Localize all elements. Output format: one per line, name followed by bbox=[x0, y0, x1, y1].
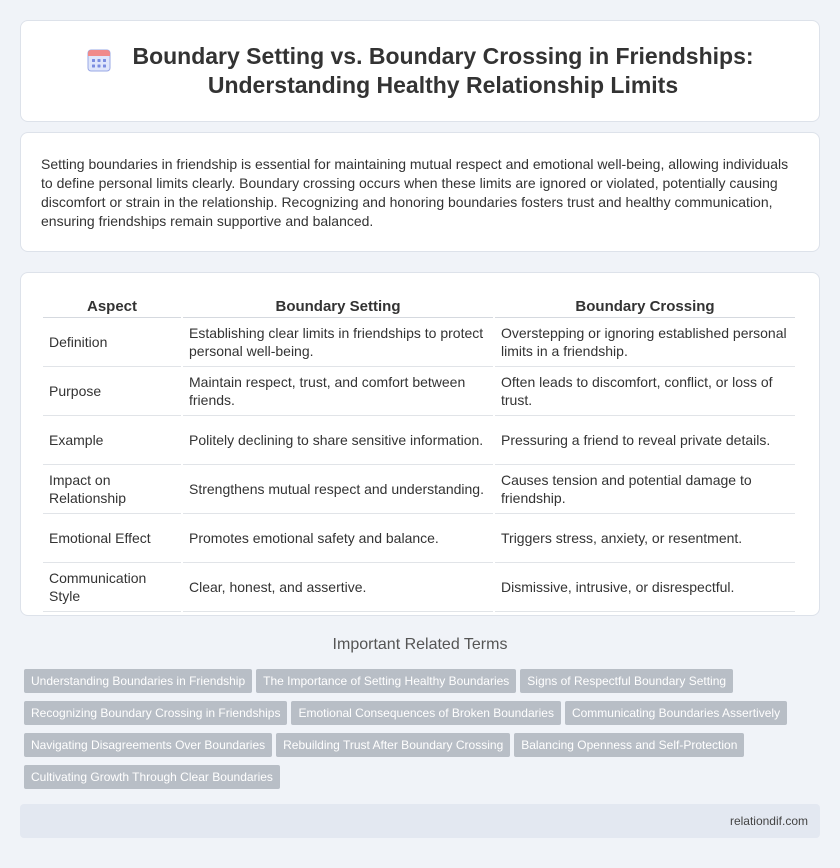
related-term-tag[interactable]: The Importance of Setting Healthy Boundaries bbox=[256, 669, 516, 693]
related-term-tag[interactable]: Navigating Disagreements Over Boundaries bbox=[24, 733, 272, 757]
table-cell: Example bbox=[43, 416, 181, 465]
table-row bbox=[43, 563, 795, 612]
title-line-2: Understanding Healthy Relationship Limits bbox=[207, 72, 679, 98]
title-line-1: Boundary Setting vs. Boundary Crossing in Friendships: bbox=[132, 43, 754, 69]
table-row bbox=[43, 318, 795, 367]
table-cell: Emotional Effect bbox=[43, 514, 181, 563]
related-term-tag[interactable]: Rebuilding Trust After Boundary Crossing bbox=[276, 733, 510, 757]
table-cell: Promotes emotional safety and balance. bbox=[183, 514, 493, 563]
table-cell: Definition bbox=[43, 318, 181, 367]
comparison-card bbox=[20, 272, 820, 616]
related-terms-title: Important Related Terms bbox=[332, 636, 508, 653]
intro-card bbox=[20, 132, 820, 252]
header-boundary-crossing: Boundary Crossing bbox=[495, 295, 795, 318]
table-row bbox=[43, 514, 795, 563]
table-cell: Often leads to discomfort, conflict, or loss of trust. bbox=[495, 367, 795, 416]
table-row bbox=[43, 367, 795, 416]
table-cell: Establishing clear limits in friendships to protect personal well-being. bbox=[183, 318, 493, 367]
table-cell: Maintain respect, trust, and comfort between friends. bbox=[183, 367, 493, 416]
table-cell: Strengthens mutual respect and understanding. bbox=[183, 465, 493, 514]
related-term-tag[interactable]: Balancing Openness and Self-Protection bbox=[514, 733, 744, 757]
related-term-tag[interactable]: Emotional Consequences of Broken Boundaries bbox=[291, 701, 561, 725]
table-cell: Overstepping or ignoring established personal limits in a friendship. bbox=[495, 318, 795, 367]
table-header-row bbox=[43, 295, 795, 318]
table-cell: Communication Style bbox=[43, 563, 181, 612]
intro-paragraph: Setting boundaries in friendship is essential for maintaining mutual respect and emotional well-being, allowing individuals to define personal limits clearly. Boundary crossing occurs when these limits are ignored or violated, potentially causing discomfort or strain in the relationship. Recognizing and honoring boundaries fosters trust and healthy communication, ensuring friendships remain supportive and balanced. bbox=[41, 156, 789, 229]
header-boundary-setting: Boundary Setting bbox=[183, 295, 493, 318]
calendar-icon bbox=[86, 47, 112, 73]
related-term-tag[interactable]: Communicating Boundaries Assertively bbox=[565, 701, 787, 725]
header-aspect: Aspect bbox=[43, 295, 181, 318]
table-cell: Politely declining to share sensitive information. bbox=[183, 416, 493, 465]
related-terms-tags bbox=[24, 669, 824, 797]
related-term-tag[interactable]: Understanding Boundaries in Friendship bbox=[24, 669, 252, 693]
table-cell: Impact on Relationship bbox=[43, 465, 181, 514]
related-term-tag[interactable]: Signs of Respectful Boundary Setting bbox=[520, 669, 733, 693]
related-term-tag[interactable]: Recognizing Boundary Crossing in Friendships bbox=[24, 701, 287, 725]
page-title bbox=[132, 42, 753, 100]
title-card bbox=[20, 20, 820, 122]
table-cell: Clear, honest, and assertive. bbox=[183, 563, 493, 612]
related-term-tag[interactable]: Cultivating Growth Through Clear Boundaries bbox=[24, 765, 280, 789]
table-row bbox=[43, 416, 795, 465]
table-cell: Purpose bbox=[43, 367, 181, 416]
footer-site-link[interactable]: relationdif.com bbox=[729, 814, 808, 828]
table-cell: Causes tension and potential damage to friendship. bbox=[495, 465, 795, 514]
table-cell: Dismissive, intrusive, or disrespectful. bbox=[495, 563, 795, 612]
table-cell: Triggers stress, anxiety, or resentment. bbox=[495, 514, 795, 563]
comparison-table bbox=[41, 295, 797, 612]
footer bbox=[20, 804, 820, 838]
table-row bbox=[43, 465, 795, 514]
table-cell: Pressuring a friend to reveal private details. bbox=[495, 416, 795, 465]
